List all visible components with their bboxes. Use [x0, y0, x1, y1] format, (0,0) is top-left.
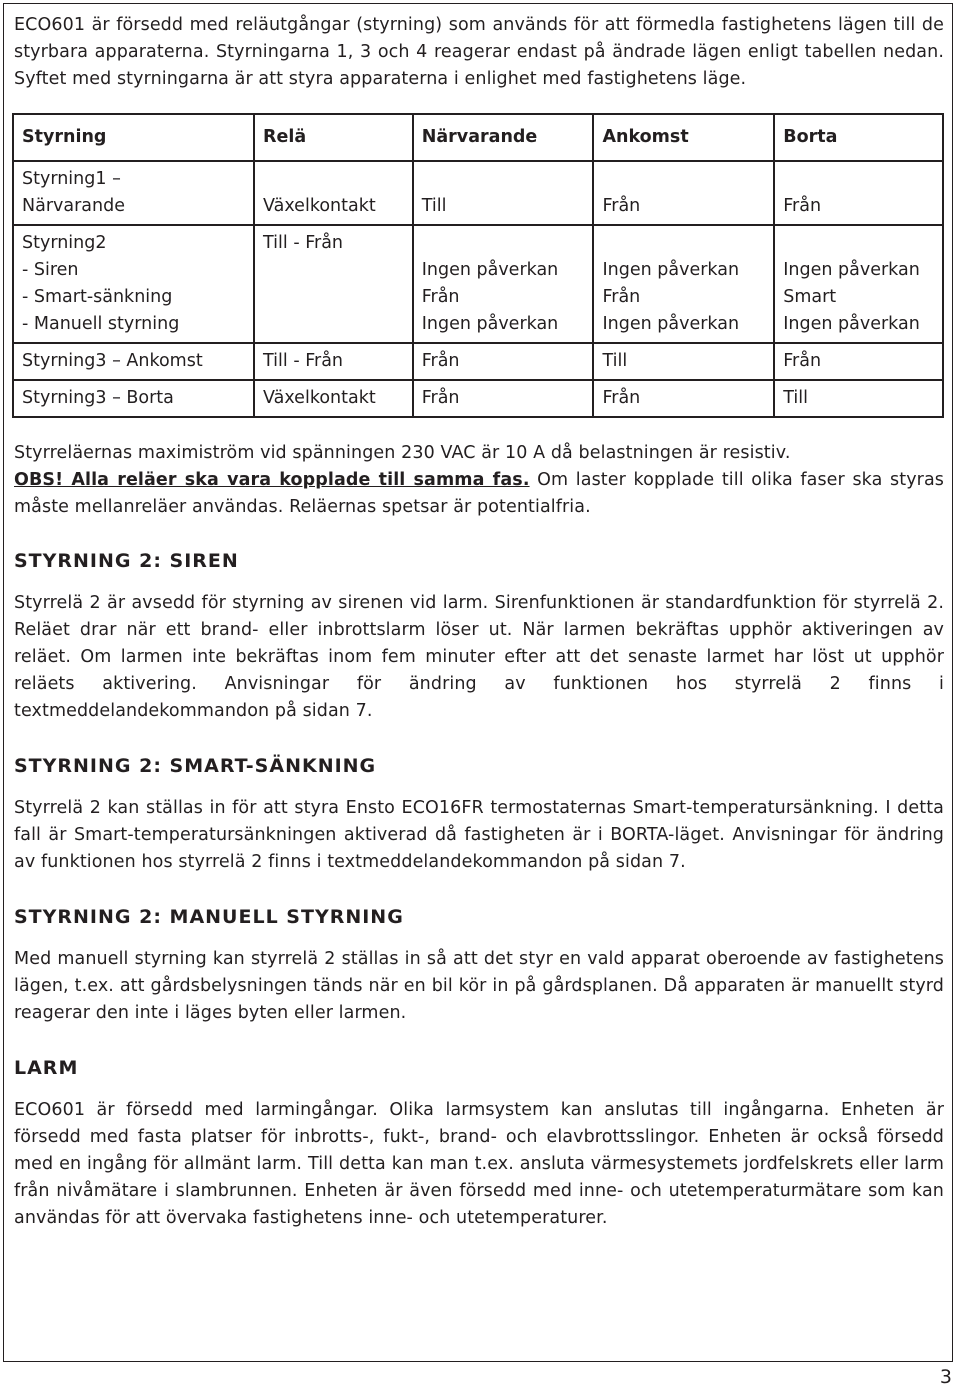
- page-content: [14, 12, 944, 1232]
- table-header-cell: Närvarande: [413, 114, 594, 161]
- table-row: [13, 161, 943, 225]
- table-cell: Ingen påverkan Från Ingen påverkan: [593, 225, 774, 343]
- section-text-larm: ECO601 är försedd med larmingångar. Olika larmsystem kan anslutas till ingångarna. Enheten är försedd med fasta platser för inbrotts-, fukt-, brand- och elavbrottsslingor. Enheten är också försedd med en ingång för allmänt larm. Till detta kan man t.ex. ansluta värmesystemets jordfelskrets eller larm från nivåmätare i slambrunnen. Enheten är även försedd med inne- och utetemperaturmätare som kan användas för att övervaka fastighetens inne- och utetemperaturer.: [14, 1100, 944, 1228]
- table-header-cell: Ankomst: [593, 114, 774, 161]
- intro-paragraph: ECO601 är försedd med reläutgångar (styrning) som används för att förmedla fastighetens lägen till de styrbara apparaterna. Styrningarna 1, 3 och 4 reagerar endast på ändrade lägen enligt tabellen nedan. Syftet med styrningarna är att styra apparaterna i enlighet med fastighetens läge.: [14, 15, 944, 89]
- page-number: 3: [939, 1366, 952, 1388]
- section-heading-manual: STYRNING 2: MANUELL STYRNING: [14, 906, 404, 928]
- table-cell: Till: [774, 380, 943, 417]
- section-heading-smart: STYRNING 2: SMART-SÄNKNING: [14, 755, 377, 777]
- table-cell: Styrning1 – Närvarande: [13, 161, 254, 225]
- relay-table: [12, 113, 944, 418]
- table-cell: Styrning2 - Siren - Smart-sänkning - Manuell styrning: [13, 225, 254, 343]
- table-cell: Växelkontakt: [254, 161, 413, 225]
- table-header-cell: Relä: [254, 114, 413, 161]
- table-row: [13, 380, 943, 417]
- table-cell: Växelkontakt: [254, 380, 413, 417]
- table-row: [13, 225, 943, 343]
- table-cell: Från: [774, 343, 943, 380]
- table-cell: Styrning3 – Borta: [13, 380, 254, 417]
- table-header-cell: Styrning: [13, 114, 254, 161]
- table-cell: Till: [593, 343, 774, 380]
- table-cell: Från: [413, 343, 594, 380]
- obs-note: [14, 467, 944, 521]
- table-header-cell: Borta: [774, 114, 943, 161]
- section-heading-larm: LARM: [14, 1057, 79, 1079]
- table-cell: Från: [593, 161, 774, 225]
- table-cell: Från: [413, 380, 594, 417]
- table-cell: Styrning3 – Ankomst: [13, 343, 254, 380]
- table-cell: Från: [774, 161, 943, 225]
- section-heading-siren: STYRNING 2: SIREN: [14, 550, 239, 572]
- table-row: [13, 343, 943, 380]
- table-cell: Från: [593, 380, 774, 417]
- table-cell: Till - Från: [254, 343, 413, 380]
- current-note: Styrreläernas maximiström vid spänningen 230 VAC är 10 A då belastningen är resistiv.: [14, 443, 791, 463]
- section-text-manual: Med manuell styrning kan styrrelä 2 ställas in så att det styr en vald apparat oberoende av fastighetens lägen, t.ex. att gårdsbelysningen tänds när en bil kör in på gårdsplanen. Då apparaten är manuellt styrd reagerar den inte i läges byten eller larmen.: [14, 949, 944, 1023]
- table-cell: Till - Från: [254, 225, 413, 343]
- table-header-row: [13, 114, 943, 161]
- obs-warning: OBS! Alla reläer ska vara kopplade till samma fas.: [14, 470, 530, 490]
- obs-note-text: Om laster kopplade till olika faser ska styras måste mellanreläer användas. Reläernas spetsar är potentialfria.: [14, 470, 944, 517]
- table-cell: Till: [413, 161, 594, 225]
- table-cell: Ingen påverkan Smart Ingen påverkan: [774, 225, 943, 343]
- section-text-smart: Styrrelä 2 kan ställas in för att styra Ensto ECO16FR termostaternas Smart-temperatursänkning. I detta fall är Smart-temperatursänkningen aktiverad då fastigheten är i BORTA-läget. Anvisningar för ändring av funktionen hos styrrelä 2 finns i textmeddelandekommandon på sidan 7.: [14, 798, 944, 872]
- table-cell: Ingen påverkan Från Ingen påverkan: [413, 225, 594, 343]
- section-text-siren: Styrrelä 2 är avsedd för styrning av sirenen vid larm. Sirenfunktionen är standardfunktion för styrrelä 2. Reläet drar när ett brand- eller inbrottslarm löser ut. När larmen bekräftas upphör aktiveringen av reläet. Om larmen inte bekräftas inom fem minuter efter att det senaste larmet har löst ut upphör reläets aktivering. Anvisningar för ändring av funktionen hos styrrelä 2 finns i textmeddelandekommandon på sidan 7.: [14, 593, 944, 721]
